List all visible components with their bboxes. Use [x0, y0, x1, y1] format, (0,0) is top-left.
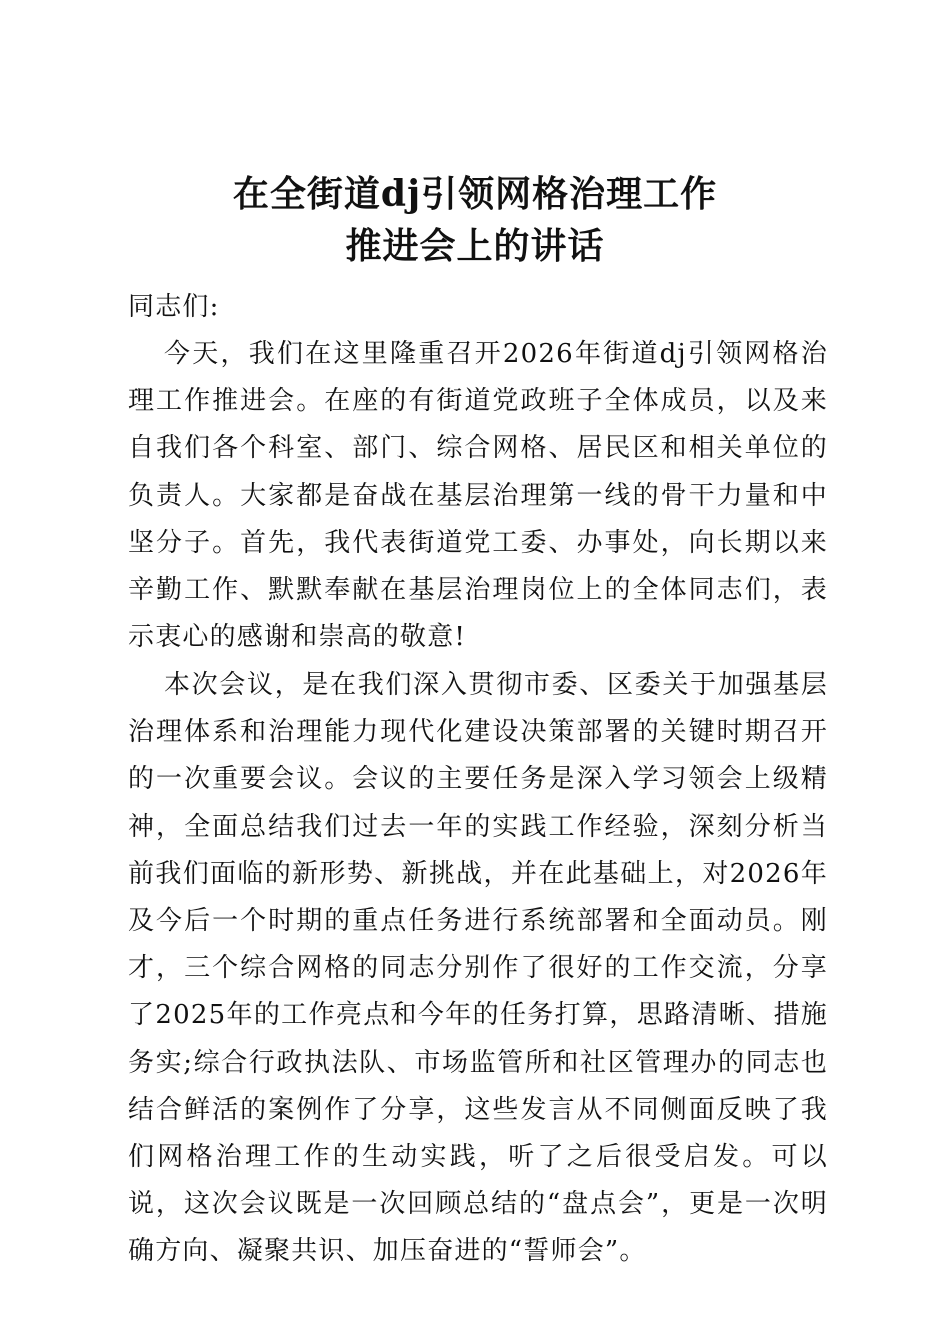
document-title-line-1: 在全街道dj引领网格治理工作 [232, 173, 718, 215]
paragraph-2: 本次会议，是在我们深入贯彻市委、区委关于加强基层治理体系和治理能力现代化建设决策部署的关键时期召开的一次重要会议。会议的主要任务是深入学习领会上级精神，全面总结我们过去一年的实践工作经验，深刻分析当前我们面临的新形势、新挑战，并在此基础上，对2026年及今后一个时期的重点任务进行系统部署和全面动员。刚才，三个综合网格的同志分别作了很好的工作交流，分享了2025年的工作亮点和今年的任务打算，思路清晰、措施务实;综合行政执法队、市场监管所和社区管理办的同志也结合鲜活的案例作了分享，这些发言从不同侧面反映了我们网格治理工作的生动实践，听了之后很受启发。可以说，这次会议既是一次回顾总结的“盘点会”，更是一次明确方向、凝聚共识、加压奋进的“誓师会”。 [128, 670, 828, 1267]
document-title-line-2: 推进会上的讲话 [345, 225, 605, 267]
salutation: 同志们: [128, 292, 220, 322]
paragraph-1: 今天，我们在这里隆重召开2026年街道dj引领网格治理工作推进会。在座的有街道党政班子全体成员，以及来自我们各个科室、部门、综合网格、居民区和相关单位的负责人。大家都是奋战在基层治理第一线的骨干力量和中坚分子。首先，我代表街道党工委、办事处，向长期以来辛勤工作、默默奉献在基层治理岗位上的全体同志们，表示衷心的感谢和崇高的敬意! [128, 339, 828, 653]
